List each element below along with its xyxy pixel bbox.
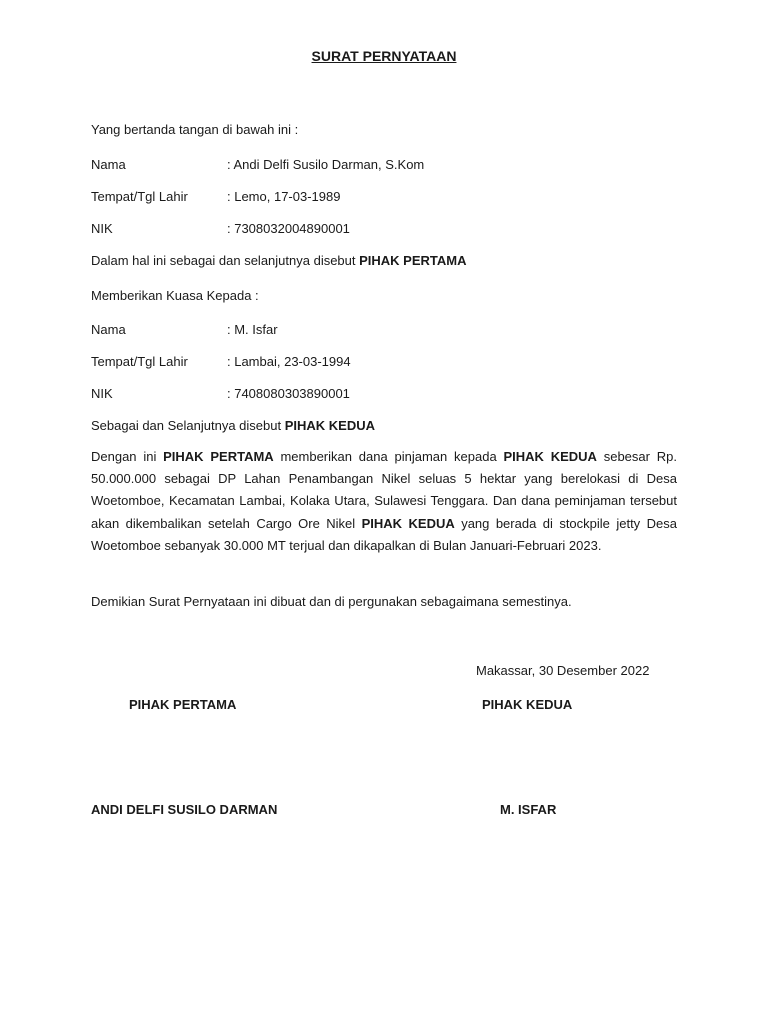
body-text-1: Dengan ini	[91, 449, 164, 464]
second-party-role: PIHAK KEDUA	[284, 418, 376, 433]
first-party-statement	[91, 252, 467, 270]
second-party-birth-value: : Lambai, 23-03-1994	[227, 354, 351, 369]
first-party-birth-label: Tempat/Tgl Lahir	[91, 189, 188, 204]
body-bold-3: PIHAK KEDUA	[361, 515, 455, 531]
right-signature-name: M. ISFAR	[500, 802, 557, 817]
intro-text: Yang bertanda tangan di bawah ini :	[91, 122, 299, 137]
first-party-nik-label: NIK	[91, 221, 113, 236]
left-signature-role: PIHAK PERTAMA	[129, 697, 237, 712]
second-party-name-value: : M. Isfar	[227, 322, 278, 337]
closing-text: Demikian Surat Pernyataan ini dibuat dan di pergunakan sebagaimana semestinya.	[91, 594, 572, 609]
body-paragraph	[91, 446, 677, 557]
body-text-3: sebesar Rp. 50.000.000 sebagai DP Lahan Penambangan Nikel seluas 5 hektar yang berelokasi di Desa Woetomboe, Kecamatan Lambai, Kolaka Utara, Sulawesi Tenggara. Dan dana peminjaman tersebut akan dikembalikan setelah Cargo Ore Nikel	[91, 449, 677, 531]
second-party-nik-label: NIK	[91, 386, 113, 401]
second-party-nik-value: : 7408080303890001	[227, 386, 350, 401]
proxy-heading: Memberikan Kuasa Kepada :	[91, 288, 259, 303]
body-bold-2: PIHAK KEDUA	[503, 449, 597, 464]
body-text-2: memberikan dana pinjaman kepada	[273, 449, 504, 464]
place-date: Makassar, 30 Desember 2022	[476, 663, 650, 678]
right-signature-role: PIHAK KEDUA	[482, 697, 573, 712]
second-party-name-label: Nama	[91, 322, 126, 337]
second-party-statement-text: Sebagai dan Selanjutnya disebut	[91, 418, 285, 433]
first-party-birth-value: : Lemo, 17-03-1989	[227, 189, 341, 204]
second-party-birth-label: Tempat/Tgl Lahir	[91, 354, 188, 369]
second-party-statement	[91, 417, 375, 435]
left-signature-name: ANDI DELFI SUSILO DARMAN	[91, 802, 278, 817]
first-party-statement-text: Dalam hal ini sebagai dan selanjutnya disebut	[91, 253, 360, 268]
first-party-name-value: : Andi Delfi Susilo Darman, S.Kom	[227, 157, 425, 172]
first-party-role: PIHAK PERTAMA	[359, 253, 467, 268]
first-party-name-label: Nama	[91, 157, 126, 172]
body-bold-1: PIHAK PERTAMA	[163, 449, 274, 464]
first-party-nik-value: : 7308032004890001	[227, 221, 350, 236]
document-title: SURAT PERNYATAAN	[311, 48, 457, 64]
body-text-4: yang berada di stockpile jetty Desa Woetomboe sebanyak 30.000 MT terjual dan dikapalkan di Bulan Januari-Februari 2023.	[91, 515, 677, 553]
